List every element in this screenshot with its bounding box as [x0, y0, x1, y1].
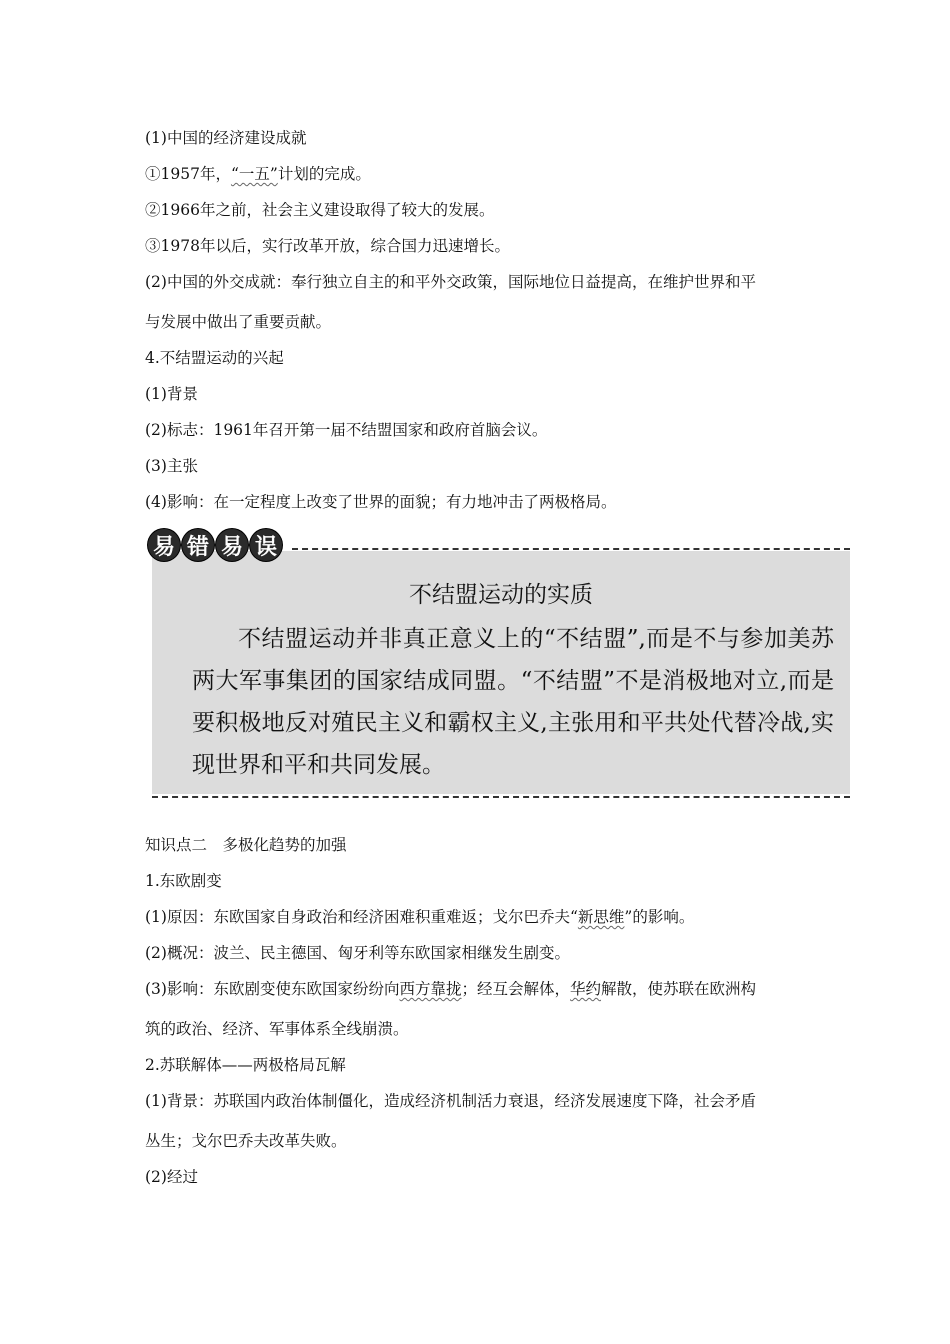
text-line: (2)标志：1961年召开第一届不结盟国家和政府首脑会议。 — [145, 421, 548, 439]
tag-char: 易 — [148, 529, 180, 561]
tag-char: 易 — [216, 529, 248, 561]
notice-box — [152, 534, 850, 798]
text-line — [145, 164, 371, 184]
text-line: 丛生；戈尔巴乔夫改革失败。 — [145, 1132, 347, 1150]
notice-tag — [148, 529, 282, 561]
tag-char: 误 — [250, 529, 282, 561]
text-line: 与发展中做出了重要贡献。 — [145, 313, 332, 331]
notice-title: 不结盟运动的实质 — [409, 582, 593, 608]
text-span: (1)原因：东欧国家自身政治和经济困难积重难返；戈尔巴乔夫“ — [145, 908, 578, 926]
text-span: ①1957年， — [145, 165, 231, 183]
text-line: (1)背景：苏联国内政治体制僵化，造成经济机制活力衰退，经济发展速度下降，社会矛盾 — [145, 1092, 756, 1110]
emphasis-text: 新思维 — [577, 908, 625, 926]
text-span: ；经互会解体， — [461, 980, 570, 998]
text-span: 计划的完成。 — [277, 165, 371, 183]
text-line: (2)中国的外交成就：奉行独立自主的和平外交政策，国际地位日益提高，在维护世界和平 — [145, 273, 756, 291]
emphasis-text: 西方靠拢 — [399, 980, 462, 998]
section-heading: 1.东欧剧变 — [145, 872, 222, 890]
text-span: (3)影响：东欧剧变使东欧国家纷纷向 — [145, 980, 400, 998]
text-line: 筑的政治、经济、军事体系全线崩溃。 — [145, 1020, 409, 1038]
text-line: (1)中国的经济建设成就 — [145, 129, 307, 147]
text-line: (1)背景 — [145, 385, 198, 403]
emphasis-text: 华约 — [570, 980, 602, 998]
text-line: (4)影响：在一定程度上改变了世界的面貌；有力地冲击了两极格局。 — [145, 493, 617, 511]
section-heading: 2.苏联解体——两极格局瓦解 — [145, 1056, 346, 1074]
section-heading: 4.不结盟运动的兴起 — [145, 349, 284, 367]
text-line: (2)概况：波兰、民主德国、匈牙利等东欧国家相继发生剧变。 — [145, 944, 570, 962]
dashed-top-border — [292, 548, 850, 550]
text-line: (2)经过 — [145, 1168, 198, 1186]
emphasis-text: “一五” — [230, 165, 278, 183]
text-span: ”的影响。 — [624, 908, 695, 926]
notice-body: 不结盟运动并非真正意义上的“不结盟”,而是不与参加美苏两大军事集团的国家结成同盟。“不结盟”不是消极地对立,而是要积极地反对殖民主义和霸权主义,主张用和平共处代替冷战,实现世界和平和共同发展。 — [192, 626, 834, 778]
text-line — [145, 979, 756, 999]
tag-char: 错 — [182, 529, 214, 561]
dashed-bottom-border — [152, 796, 850, 798]
text-line: (3)主张 — [145, 457, 198, 475]
text-line: ②1966年之前，社会主义建设取得了较大的发展。 — [145, 201, 495, 219]
text-line: ③1978年以后，实行改革开放，综合国力迅速增长。 — [145, 237, 510, 255]
text-span: 解散，使苏联在欧洲构 — [601, 980, 757, 998]
section-heading: 知识点二 多极化趋势的加强 — [145, 836, 347, 854]
text-line — [145, 907, 694, 927]
